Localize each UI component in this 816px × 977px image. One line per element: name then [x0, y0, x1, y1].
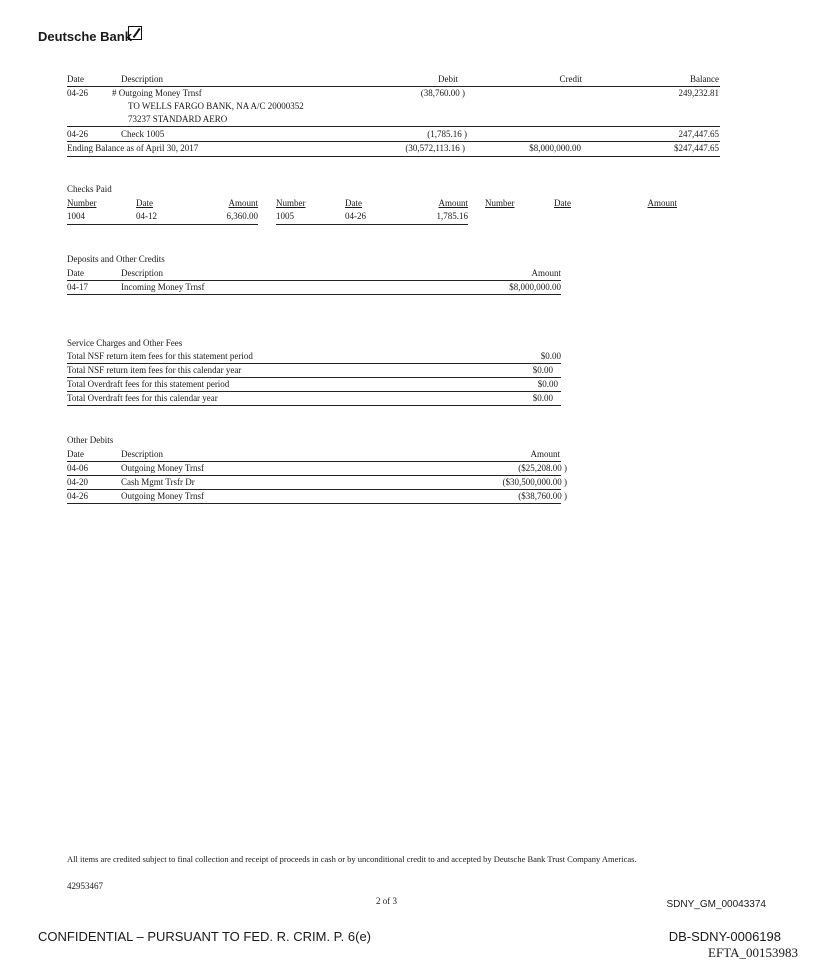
efta-number: EFTA_00153983 — [708, 945, 798, 960]
row1-balance: 249,232.81 — [678, 88, 719, 98]
bank-name: Deutsche Bank — [38, 29, 132, 44]
col-header-date: Date — [67, 74, 84, 84]
row2-description: Check 1005 — [121, 129, 165, 139]
checks-group2-rule — [276, 224, 468, 225]
other-debit-2-amount: ($30,500,000.00 ) — [502, 477, 567, 487]
check-2-amount: 1,785.16 — [436, 211, 468, 221]
other-debits-header-rule — [67, 461, 561, 462]
ending-debit: (30,572,113.16 ) — [405, 143, 465, 153]
fee-3-label: Total Overdraft fees for this statement period — [67, 379, 230, 389]
deutsche-bank-logo-icon — [128, 26, 142, 40]
page-number: 2 of 3 — [376, 896, 397, 906]
checks-paid-title: Checks Paid — [67, 184, 112, 194]
other-debit-1-amount: ($25,208.00 ) — [518, 463, 567, 473]
fee-4-rule — [67, 405, 561, 406]
deposits-col-amount: Amount — [531, 268, 561, 278]
other-debit-2-rule — [67, 489, 561, 490]
ending-rule — [67, 156, 720, 157]
col-header-debit: Debit — [438, 74, 458, 84]
other-debits-rule — [67, 503, 561, 504]
fee-2-rule — [67, 377, 561, 378]
fee-1-label: Total NSF return item fees for this statement period — [67, 351, 253, 361]
row2-debit: (1,785.16 ) — [427, 129, 467, 139]
checks-col-number-2: Number — [276, 198, 306, 208]
bates-sdny-number: SDNY_GM_00043374 — [666, 899, 766, 910]
checks-col-amount-1: Amount — [228, 198, 258, 208]
other-debit-1-description: Outgoing Money Trnsf — [121, 463, 205, 473]
fee-1-rule — [67, 363, 561, 364]
ending-credit: $8,000,000.00 — [529, 143, 581, 153]
deposits-title: Deposits and Other Credits — [67, 254, 165, 264]
fee-4-amount: $0.00 — [532, 393, 553, 403]
check-1-number: 1004 — [67, 211, 85, 221]
checks-col-number-1: Number — [67, 198, 97, 208]
deposits-col-description: Description — [121, 268, 163, 278]
other-debit-1-date: 04-06 — [67, 463, 88, 473]
checks-col-date-3: Date — [554, 198, 571, 208]
ending-balance: $247,447.65 — [674, 143, 719, 153]
other-debits-col-amount: Amount — [530, 449, 560, 459]
other-debits-title: Other Debits — [67, 435, 114, 445]
col-header-description: Description — [121, 74, 163, 84]
row1-rule — [67, 126, 720, 127]
checks-group1-rule — [67, 224, 258, 225]
col-header-balance: Balance — [690, 74, 719, 84]
row1-detail-line2: TO WELLS FARGO BANK, NA A/C 20000352 — [128, 101, 304, 111]
fee-3-rule — [67, 391, 561, 392]
summary-header-rule — [67, 86, 720, 87]
checks-col-date-2: Date — [345, 198, 362, 208]
account-reference: 42953467 — [67, 881, 103, 891]
fees-title: Service Charges and Other Fees — [67, 338, 183, 348]
row1-detail-line3: 73237 STANDARD AERO — [128, 114, 228, 124]
other-debit-3-date: 04-26 — [67, 491, 88, 501]
deposit-1-amount: $8,000,000.00 — [509, 282, 561, 292]
db-sdny-number: DB-SDNY-0006198 — [668, 929, 781, 944]
other-debits-col-description: Description — [121, 449, 163, 459]
row1-debit: (38,760.00 ) — [420, 88, 465, 98]
checks-col-date-1: Date — [136, 198, 153, 208]
ending-balance-label: Ending Balance as of April 30, 2017 — [67, 143, 199, 153]
fee-2-label: Total NSF return item fees for this calendar year — [67, 365, 242, 375]
other-debits-col-date: Date — [67, 449, 84, 459]
other-debit-3-amount: ($38,760.00 ) — [518, 491, 567, 501]
deposits-header-rule — [67, 280, 561, 281]
col-header-credit: Credit — [559, 74, 582, 84]
other-debit-2-description: Cash Mgmt Trsfr Dr — [121, 477, 195, 487]
checks-col-number-3: Number — [485, 198, 515, 208]
confidential-notice: CONFIDENTIAL – PURSUANT TO FED. R. CRIM. P. 6(e) — [38, 929, 372, 944]
row2-balance: 247,447.65 — [678, 129, 719, 139]
fee-4-label: Total Overdraft fees for this calendar year — [67, 393, 218, 403]
other-debit-1-rule — [67, 475, 561, 476]
fee-2-amount: $0.00 — [532, 365, 553, 375]
check-2-date: 04-26 — [345, 211, 366, 221]
deposits-rule — [67, 294, 561, 295]
deposit-1-date: 04-17 — [67, 282, 88, 292]
disclaimer-text: All items are credited subject to final collection and receipt of proceeds in cash or by unconditional credit to and accepted by Deutsche Bank Trust Company Americas. — [67, 854, 637, 864]
row1-date: 04-26 — [67, 88, 88, 98]
row2-rule — [67, 141, 720, 142]
fee-3-amount: $0.00 — [537, 379, 558, 389]
checks-col-amount-3: Amount — [647, 198, 677, 208]
other-debit-3-description: Outgoing Money Trnsf — [121, 491, 205, 501]
check-2-number: 1005 — [276, 211, 294, 221]
checks-col-amount-2: Amount — [438, 198, 468, 208]
row2-date: 04-26 — [67, 129, 88, 139]
fee-1-amount: $0.00 — [540, 351, 561, 361]
deposit-1-description: Incoming Money Trnsf — [121, 282, 205, 292]
row1-description: # Outgoing Money Trnsf — [112, 88, 202, 98]
check-1-amount: 6,360.00 — [226, 211, 258, 221]
other-debit-2-date: 04-20 — [67, 477, 88, 487]
deposits-col-date: Date — [67, 268, 84, 278]
check-1-date: 04-12 — [136, 211, 157, 221]
